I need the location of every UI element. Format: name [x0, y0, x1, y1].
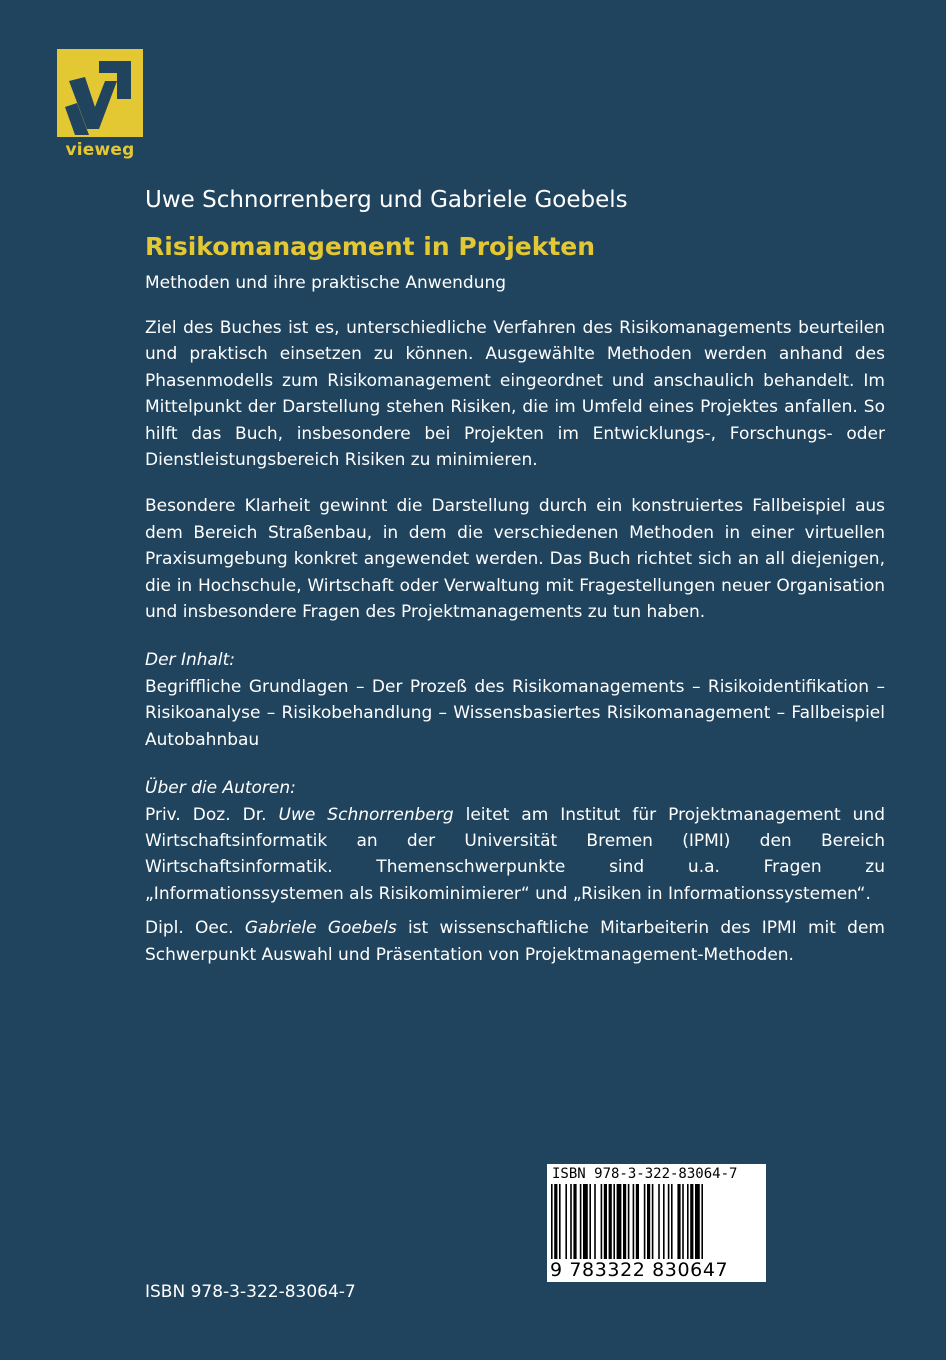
publisher-name: vieweg [65, 140, 135, 160]
author2-text: ist wissenschaftliche Mitarbeiterin des IPMI mit dem Schwerpunkt Auswahl und Präsentation von Projektmanagement-Methoden. [145, 918, 885, 965]
author1-bio [145, 802, 885, 908]
footer-isbn: ISBN 978-3-322-83064-7 [145, 1282, 356, 1302]
book-authors: Uwe Schnorrenberg und Gabriele Goebels [145, 187, 628, 213]
vieweg-logo-icon [55, 47, 145, 139]
about-authors-label: Über die Autoren: [145, 778, 296, 799]
contents-label: Der Inhalt: [145, 650, 236, 671]
author1-text: leitet am Institut für Projektmanagement und Wirtschaftsinformatik an der Universität Bremen (IPMI) den Bereich Wirtschaftsinformatik. Themenschwerpunkte sind u.a. Fragen zu „Informationssystemen als Risikominimierer“ und „Risiken in Informationssystemen“. [145, 804, 885, 904]
publisher-logo [55, 47, 145, 161]
back-cover-text [145, 183, 885, 968]
author2-bio [145, 915, 885, 968]
book-subtitle: Methoden und ihre praktische Anwendung [145, 273, 507, 293]
description-paragraph-1: Ziel des Buches ist es, unterschiedliche Verfahren des Risikomanagements beurteilen und praktisch einsetzen zu können. Ausgewählte Methoden werden anhand des Phasenmodells zum Risikomanagement eingeordnet und anschaulich behandelt. Im Mittelpunkt der Darstellung stehen Risiken, die im Umfeld eines Projektes anfallen. So hilft das Buch, insbesondere bei Projekten im Entwicklungs-, Forschungs- oder Dienstleistungsbereich Risiken zu minimieren. [145, 318, 885, 471]
contents-text: Begriffliche Grundlagen – Der Prozeß des Risikomanagements – Risikoidentifikation – Risikoanalyse – Risikobehandlung – Wissensbasiertes Risikomanagement – Fallbeispiel Autobahnbau [145, 676, 885, 750]
author1-prefix: Priv. Doz. Dr. [145, 804, 279, 825]
description-paragraph-2: Besondere Klarheit gewinnt die Darstellung durch ein konstruiertes Fallbeispiel aus dem Bereich Straßenbau, in dem die verschiedenen Methoden in einer virtuellen Praxisumgebung konkret angewendet werden. Das Buch richtet sich an all diejenigen, die in Hochschule, Wirtschaft oder Verwaltung mit Fragestellungen neuer Organisation und insbesondere Fragen des Projektmanagements zu tun haben. [145, 496, 885, 623]
barcode-isbn-label: ISBN 978-3-322-83064-7 [552, 1166, 738, 1182]
isbn-barcode [547, 1164, 766, 1282]
author1-name: Uwe Schnorrenberg [278, 804, 454, 825]
author2-prefix: Dipl. Oec. [145, 918, 245, 939]
barcode-digits: 9 783322 830647 [550, 1259, 762, 1281]
author2-name: Gabriele Goebels [244, 918, 397, 939]
book-title: Risikomanagement in Projekten [145, 232, 596, 261]
